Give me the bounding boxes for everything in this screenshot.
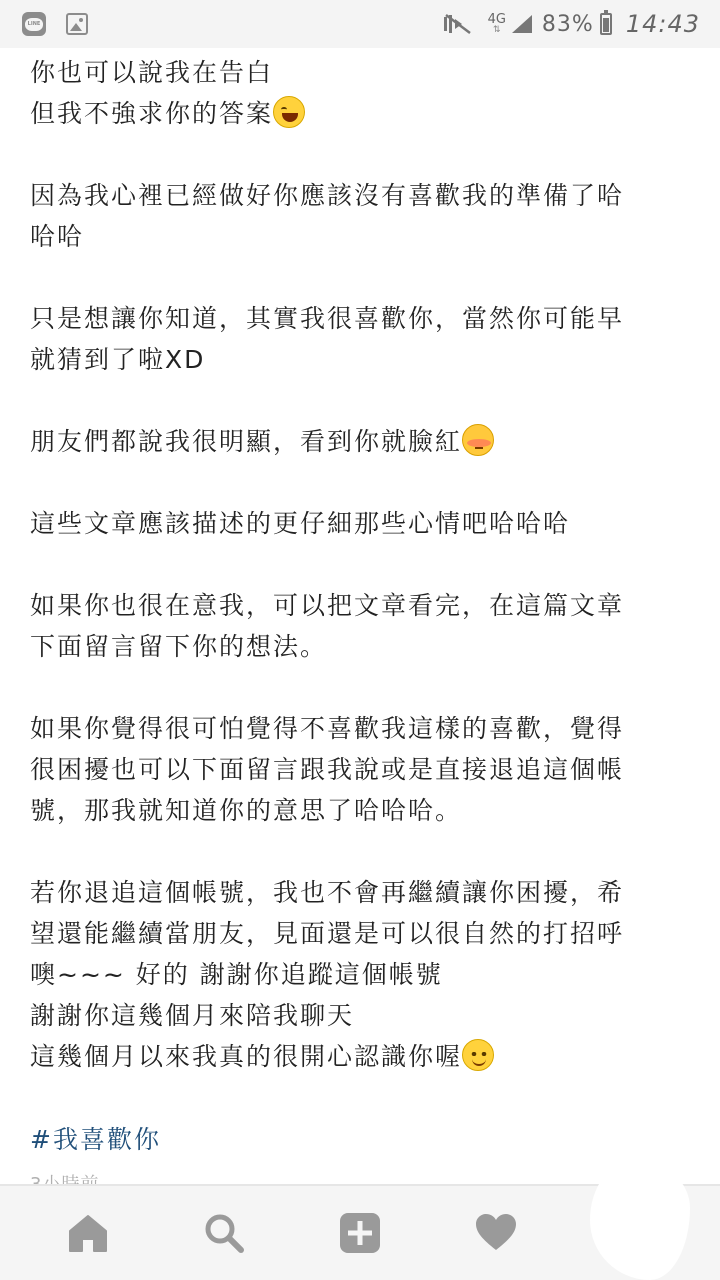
line-app-icon bbox=[22, 12, 46, 36]
text-line: 噢~~~ 好的 謝謝你追蹤這個帳號 bbox=[30, 960, 443, 989]
text-line: 很困擾也可以下面留言跟我說或是直接退追這個帳 bbox=[30, 755, 625, 784]
heart-icon bbox=[474, 1211, 518, 1255]
paragraph-7 bbox=[30, 708, 696, 831]
status-bar bbox=[0, 0, 720, 48]
paragraph-5 bbox=[30, 503, 696, 544]
text-line: 就猜到了啦XD bbox=[30, 345, 206, 374]
text-line: 謝謝你這幾個月來陪我聊天 bbox=[30, 1001, 355, 1030]
paragraph-2 bbox=[30, 175, 696, 257]
text-line-content: 但我不強求你的答案 bbox=[30, 99, 274, 128]
text-line bbox=[30, 93, 696, 134]
status-bar-right bbox=[442, 10, 700, 38]
text-line: 望還能繼續當朋友，見面還是可以很自然的打招呼 bbox=[30, 919, 625, 948]
face-with-tears-of-joy-emoji bbox=[273, 96, 305, 128]
mute-icon bbox=[442, 13, 474, 35]
paragraph-4 bbox=[30, 421, 696, 462]
gallery-icon bbox=[66, 13, 88, 35]
paragraph-1 bbox=[30, 52, 696, 134]
nav-activity-button[interactable] bbox=[464, 1201, 528, 1265]
hashtag-link[interactable]: #我喜歡你 bbox=[30, 1125, 161, 1154]
text-line bbox=[30, 52, 696, 93]
text-line bbox=[30, 1036, 696, 1077]
post-caption bbox=[30, 52, 696, 1118]
nav-add-post-button[interactable] bbox=[328, 1201, 392, 1265]
text-line: 如果你也很在意我，可以把文章看完，在這篇文章 bbox=[30, 591, 625, 620]
battery-percent: 83% bbox=[541, 11, 594, 37]
add-post-icon bbox=[338, 1211, 382, 1255]
network-label: 4G bbox=[487, 12, 506, 27]
clock: 14:43 bbox=[625, 10, 700, 38]
network-icon bbox=[488, 13, 506, 35]
signal-icon bbox=[510, 13, 534, 35]
flushed-face-emoji bbox=[462, 424, 494, 456]
nav-home-button[interactable] bbox=[56, 1201, 120, 1265]
text-line-content: 這幾個月以來我真的很開心認識你喔 bbox=[30, 1042, 463, 1071]
text-line: 哈哈 bbox=[30, 222, 85, 251]
nav-search-button[interactable] bbox=[192, 1201, 256, 1265]
text-line-content: 朋友們都說我很明顯，看到你就臉紅 bbox=[30, 427, 463, 456]
paragraph-8 bbox=[30, 872, 696, 1077]
search-icon bbox=[202, 1211, 246, 1255]
battery-icon bbox=[600, 13, 612, 35]
status-bar-left bbox=[22, 12, 88, 36]
home-icon bbox=[66, 1211, 110, 1255]
text-line: 只是想讓你知道，其實我很喜歡你，當然你可能早 bbox=[30, 304, 625, 333]
text-line bbox=[30, 421, 696, 462]
text-line: 如果你覺得很可怕覺得不喜歡我這樣的喜歡，覺得 bbox=[30, 714, 625, 743]
paragraph-3 bbox=[30, 298, 696, 380]
paragraph-6 bbox=[30, 585, 696, 667]
text-line: 號，那我就知道你的意思了哈哈哈。 bbox=[30, 796, 463, 825]
post-timestamp bbox=[30, 1170, 99, 1184]
text-line: 因為我心裡已經做好你應該沒有喜歡我的準備了哈 bbox=[30, 181, 625, 210]
text-line-content: 你也可以說我在告白 bbox=[30, 58, 274, 87]
text-line: 若你退追這個帳號，我也不會再繼續讓你困擾，希 bbox=[30, 878, 625, 907]
smiling-face-emoji bbox=[462, 1039, 494, 1071]
text-line: 下面留言留下你的想法。 bbox=[30, 632, 328, 661]
text-line: 這些文章應該描述的更仔細那些心情吧哈哈哈 bbox=[30, 509, 571, 538]
line-app-label: LINE bbox=[25, 18, 43, 31]
data-arrows-icon: ⇅ bbox=[492, 25, 501, 35]
